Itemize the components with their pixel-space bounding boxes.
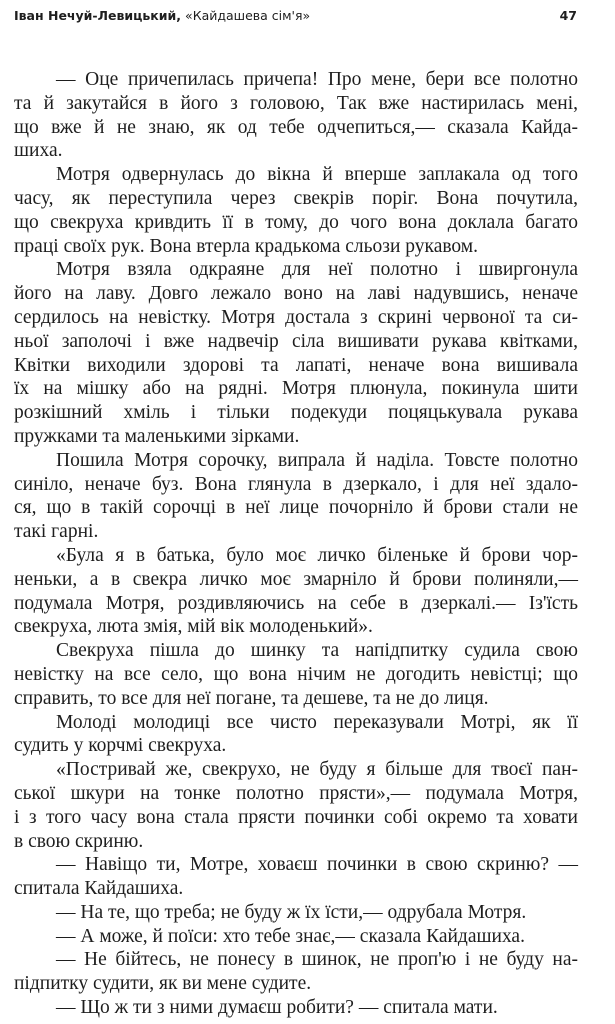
text-line: свекруха, люта змія, мій вік молоденький». [14, 616, 373, 638]
text-line: синіло, неначе буз. Вона глянула в дзеркало, і для неї здало- [14, 473, 578, 495]
text-line: ся, що в такій сорочці в неї лице почорніло й брови стали не [14, 497, 578, 519]
header-book-title: «Кайдашева сім'я» [185, 8, 311, 23]
page-number: 47 [559, 8, 577, 23]
page-body-text [14, 68, 578, 1020]
text-line: і з того часу вона стала прясти починки собі окремо та ховати [14, 806, 578, 828]
text-line: неньки, а в свекра личко моє змарніло й брови полиняли,— [14, 568, 578, 590]
text-line: судить у корчмі свекруха. [14, 735, 227, 757]
text-line: справить, то все для неї погане, та дешеве, та не до лиця. [14, 687, 489, 709]
text-line: Мотря одвернулась до вікна й вперше заплакала од того [56, 164, 578, 186]
text-line: Пошила Мотря сорочку, випрала й наділа. Товсте полотно [56, 449, 578, 471]
text-line: часу, як переступила через свекрів поріг. Вона почутила, [14, 187, 578, 209]
text-line: сердилось на невістку. Мотря достала з скрині червоної та си- [14, 306, 578, 328]
text-line: підпитку судити, як ви мене судите. [14, 973, 312, 995]
text-line: в свою скриню. [14, 830, 144, 852]
text-line: ньої заполочі і вже надвечір сіла вишивати рукава квітками, [14, 330, 578, 352]
header-author: Іван Нечуй-Левицький, [14, 8, 182, 23]
text-line: їх на мішку або на рядні. Мотря плюнула, покинула шити [14, 378, 578, 400]
text-line: його на лаву. Довго лежало воно на лаві надувшись, неначе [14, 283, 578, 305]
text-line: такі гарні. [14, 521, 99, 543]
text-line: Свекруха пішла до шинку та напідпитку судила свою [56, 640, 578, 662]
text-line: розкішний хміль і тільки подекуди поцяцькувала рукава [14, 402, 578, 424]
text-line: — Що ж ти з ними думаєш робити? — спитала мати. [56, 997, 498, 1019]
running-header [14, 8, 577, 28]
text-line: «Постривай же, свекрухо, не буду я більше для твоєї пан- [56, 759, 578, 781]
text-line: — Навіщо ти, Мотре, ховаєш починки в свою скриню? — [56, 854, 578, 876]
text-line: ської шкури на тонке полотно прясти»,— подумала Мотря, [14, 782, 578, 804]
text-line: — А може, й поїси: хто тебе знає,— сказала Кайдашиха. [56, 925, 525, 947]
text-line: — Оце причепилась причепа! Про мене, бери все полотно [56, 69, 578, 90]
text-line: праці своїх рук. Вона втерла крадькома сльози рукавом. [14, 235, 479, 257]
text-line: та й закутайся в його з головою, Так вже настирилась мені, [14, 92, 578, 114]
text-line: — На те, що треба; не буду ж їх їсти,— одрубала Мотря. [56, 901, 527, 923]
text-line: подумала Мотря, роздивляючись на себе в дзеркалі.— Із'їсть [14, 592, 578, 614]
text-line: спитала Кайдашиха. [14, 878, 184, 900]
text-line: шиха. [14, 140, 63, 162]
text-line: невістку на все село, що вона нічим не догодить невістці; що [14, 663, 578, 685]
text-line: що вже й не знаю, як од тебе одчепиться,— сказала Кайда- [14, 116, 578, 138]
text-line: Молоді молодиці все чисто переказували Мотрі, як її [56, 711, 578, 733]
text-line: що свекруха кривдить її в тому, до чого вона доклала багато [14, 211, 578, 233]
text-line: Квітки виходили здорові та лапаті, неначе вона вишивала [14, 354, 578, 376]
text-line: «Була я в батька, було моє личко біленьке й брови чор- [56, 544, 578, 566]
text-line: — Не бійтесь, не понесу в шинок, не проп'ю і не буду на- [56, 949, 578, 971]
text-line: пружками та маленькими зірками. [14, 425, 300, 447]
text-line: Мотря взяла одкраяне для неї полотно і швиргонула [56, 259, 578, 281]
